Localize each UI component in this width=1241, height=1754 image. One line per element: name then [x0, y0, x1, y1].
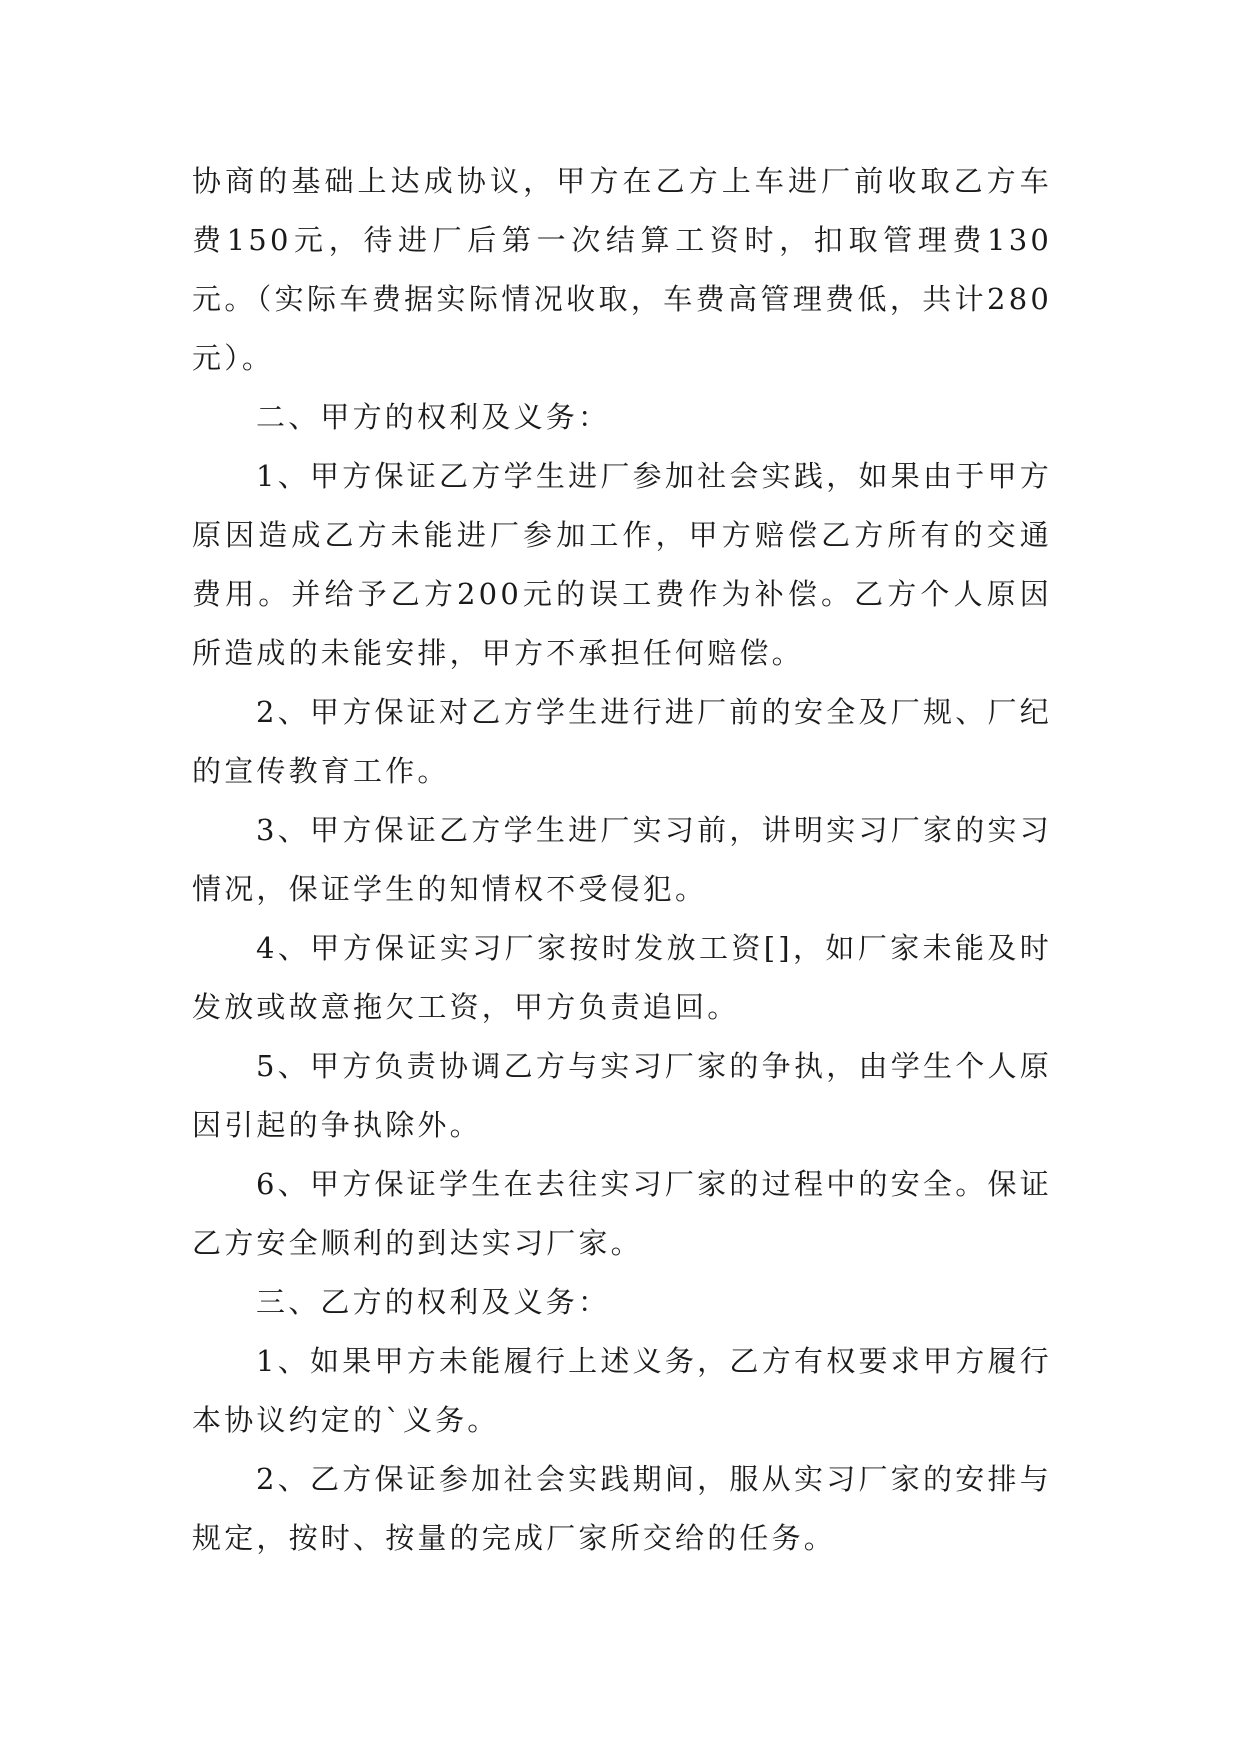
clause-a-1: 1、甲方保证乙方学生进厂参加社会实践，如果由于甲方原因造成乙方未能进厂参加工作，甲方赔偿乙方所有的交通费用。并给予乙方200元的误工费作为补偿。乙方个人原因所造成的未能安排，甲方不承担任何赔偿。 [192, 459, 1052, 670]
clause-a-4: 4、甲方保证实习厂家按时发放工资[]，如厂家未能及时发放或故意拖欠工资，甲方负责追回。 [192, 931, 1052, 1024]
clause-a-2: 2、甲方保证对乙方学生进行进厂前的安全及厂规、厂纪的宣传教育工作。 [192, 695, 1052, 788]
section-heading-party-a-rights: 二、甲方的权利及义务： [256, 400, 611, 434]
clause-a-6: 6、甲方保证学生在去往实习厂家的过程中的安全。保证乙方安全顺利的到达实习厂家。 [192, 1167, 1052, 1260]
section-heading-party-b-rights: 三、乙方的权利及义务： [256, 1285, 611, 1319]
clause-b-2: 2、乙方保证参加社会实践期间，服从实习厂家的安排与规定，按时、按量的完成厂家所交给的任务。 [192, 1462, 1052, 1555]
document-page [192, 152, 1052, 1568]
clause-a-5: 5、甲方负责协调乙方与实习厂家的争执，由学生个人原因引起的争执除外。 [192, 1049, 1052, 1142]
clause-b-1: 1、如果甲方未能履行上述义务，乙方有权要求甲方履行本协议约定的`义务。 [192, 1344, 1052, 1437]
clause-a-3: 3、甲方保证乙方学生进厂实习前，讲明实习厂家的实习情况，保证学生的知情权不受侵犯。 [192, 813, 1052, 906]
paragraph-continuation: 协商的基础上达成协议，甲方在乙方上车进厂前收取乙方车费150元，待进厂后第一次结算工资时，扣取管理费130元。（实际车费据实际情况收取，车费高管理费低，共计280元）。 [192, 164, 1052, 375]
